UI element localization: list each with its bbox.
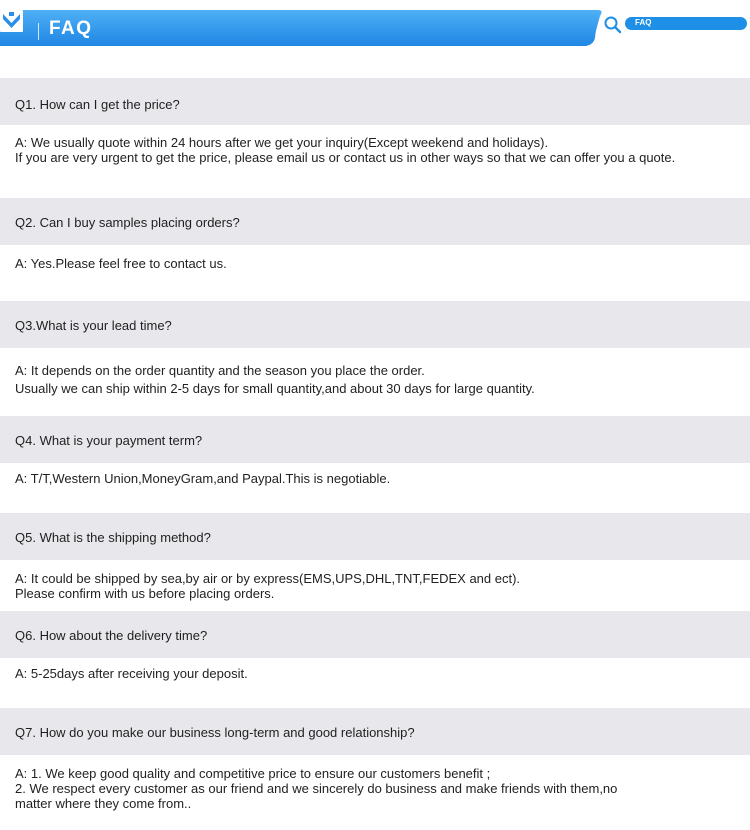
faq-question: Q1. How can I get the price? (15, 97, 180, 112)
faq-answer: A: It depends on the order quantity and the season you place the order. Usually we can ship within 2-5 days for small quantity,and about 30 days for large quantity. (15, 363, 535, 396)
faq-answer: A: Yes.Please feel free to contact us. (15, 256, 227, 271)
faq-question: Q7. How do you make our business long-term and good relationship? (15, 725, 415, 740)
banner-background (0, 10, 750, 50)
search-input[interactable] (625, 17, 747, 30)
faq-answer: A: It could be shipped by sea,by air or by express(EMS,UPS,DHL,TNT,FEDEX and ect). Please confirm with us before placing orders. (15, 571, 521, 601)
faq-question: Q5. What is the shipping method? (15, 530, 211, 545)
faq-question: Q4. What is your payment term? (15, 433, 203, 448)
faq-question: Q6. How about the delivery time? (15, 628, 208, 643)
faq-question: Q2. Can I buy samples placing orders? (15, 215, 240, 230)
search-icon[interactable] (603, 15, 623, 35)
faq-answer: A: T/T,Western Union,MoneyGram,and Paypal.This is negotiable. (15, 471, 391, 486)
search-label: FAQ (635, 18, 652, 27)
logo-icon (0, 10, 23, 32)
faq-answer: A: We usually quote within 24 hours after we get your inquiry(Except weekend and holidays). If you are very urgent to get the price, please email us or contact us in other ways so that we can offer you a quote. (15, 135, 676, 165)
page-title: FAQ (49, 18, 93, 39)
faq-question: Q3.What is your lead time? (15, 318, 172, 333)
header-divider (38, 23, 39, 40)
header-banner (0, 10, 750, 50)
faq-answer: A: 1. We keep good quality and competitive price to ensure our customers benefit ; 2. We respect every customer as our friend and we sincerely do business and make friends with them,no matter where they come from.. (15, 766, 618, 811)
faq-answer: A: 5-25days after receiving your deposit. (15, 666, 248, 681)
